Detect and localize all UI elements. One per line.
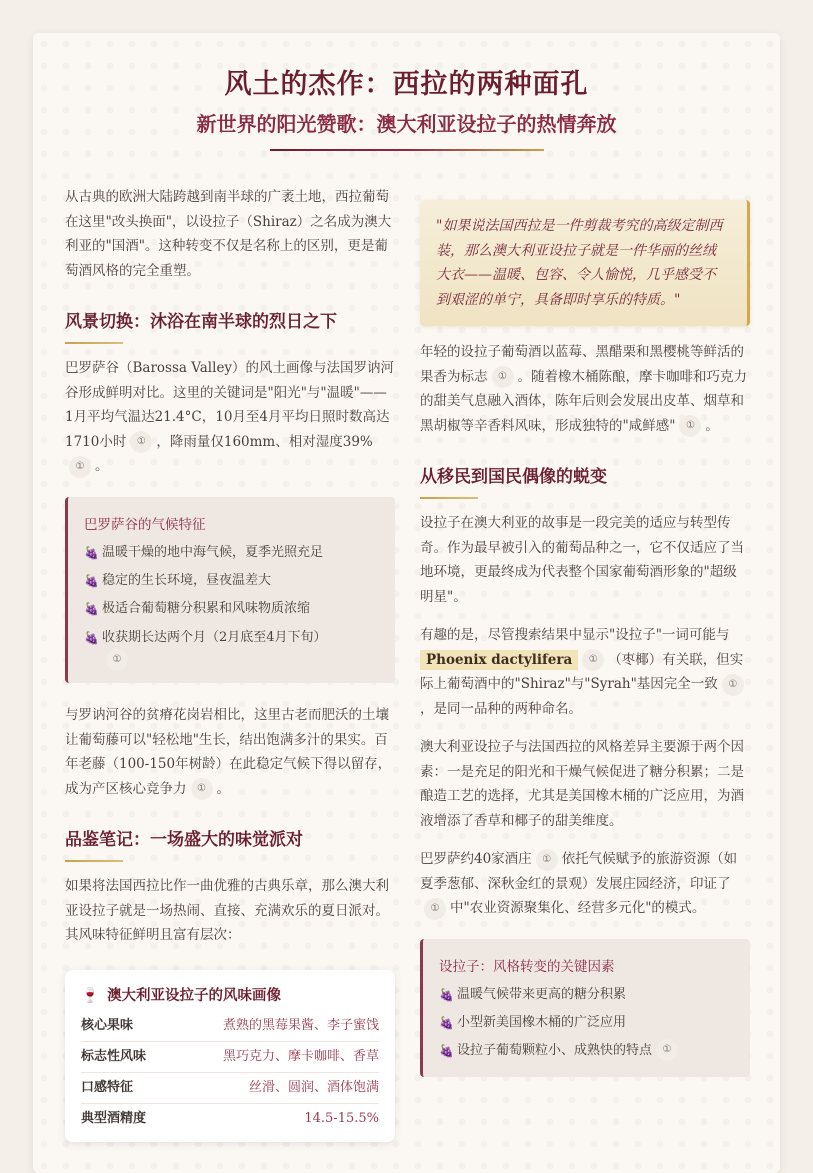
section-heading-migrant: 从移民到国民偶像的蜕变 xyxy=(420,462,750,499)
tasting-intro: 如果将法国西拉比作一曲优雅的古典乐章，那么澳大利亚设拉子就是一场热闹、直接、充满欢乐的夏日派对。其风味特征鲜明且富有层次： xyxy=(65,878,389,943)
page-title: 风土的杰作：西拉的两种面孔 xyxy=(224,69,589,100)
factors-callout xyxy=(420,939,750,1077)
list-item: 🍇 收获期长达两个月（2月底至4月下旬） ① xyxy=(84,623,381,672)
grape-icon: 🍇 xyxy=(84,630,99,645)
grape-icon: 🍇 xyxy=(439,1043,454,1058)
callout-title: 设拉子：风格转变的关键因素 xyxy=(439,958,615,975)
winery-paragraph: 巴罗萨约40家酒庄 ① 依托气候赋予的旅游资源（如夏季葱郁、深秋金红的景观）发展庄园经济，印证了① 中"农业资源聚集化、经营多元化"的模式。 xyxy=(420,847,750,921)
citation-icon[interactable]: ① xyxy=(582,649,604,671)
search-paragraph: 有趣的是，尽管搜索结果中显示"设拉子"一词可能与Phoenix dactylifera ① （枣椰）有关联，但实际上葡萄酒中的"Shiraz"与"Syrah"基因完全一致 ①，是同一品种的两种命名。 xyxy=(420,627,744,717)
citation-icon[interactable]: ① xyxy=(69,456,91,478)
flavor-profile-card xyxy=(65,970,395,1142)
grape-icon: 🍇 xyxy=(439,1015,454,1030)
citation-icon[interactable]: ① xyxy=(536,849,558,871)
list-item: 🍇 温暖干燥的地中海气候，夏季光照充足 xyxy=(84,539,381,567)
difference-paragraph: 澳大利亚设拉子与法国西拉的风格差异主要源于两个因素：一是充足的阳光和干燥气候促进了糖分积累；二是酿造工艺的选择，尤其是美国橡木桶的广泛应用，为酒液增添了香草和椰子的甜美维度。 xyxy=(420,739,744,829)
citation-icon[interactable]: ① xyxy=(424,898,446,920)
soil-paragraph: 与罗讷河谷的贫瘠花岗岩相比，这里古老而肥沃的土壤让葡萄藤可以"轻松地"生长，结出饱满多汁的果实。百年老藤（100-150年树龄）在此稳定气候下得以留存，成为产区核心竞争力 ① 。 xyxy=(65,703,395,801)
list-item: 🍇 设拉子葡萄颗粒小、成熟快的特点 ① xyxy=(439,1037,736,1065)
citation-icon[interactable]: ① xyxy=(191,778,213,800)
page-subtitle: 新世界的阳光赞歌：澳大利亚设拉子的热情奔放 xyxy=(196,112,617,136)
grape-icon: 🍇 xyxy=(84,573,99,588)
grape-icon: 🍇 xyxy=(84,545,99,560)
pull-quote: "如果说法国西拉是一件剪裁考究的高级定制西装，那么澳大利亚设拉子就是一件华丽的丝绒大衣——温暖、包容、令人愉悦，几乎感受不到艰涩的单宁，具备即时享乐的特质。" xyxy=(420,200,750,326)
citation-icon[interactable]: ① xyxy=(492,366,514,388)
barossa-paragraph: 巴罗萨谷（Barossa Valley）的风土画像与法国罗讷河谷形成鲜明对比。这里的关键词是"阳光"与"温暖"——1月平均气温达21.4°C，10月至4月平均日照时数高达1710小时 ① ，降雨量仅160mm、相对湿度39%① 。 xyxy=(65,356,395,479)
table-row: 标志性风味 黑巧克力、摩卡咖啡、香草 xyxy=(81,1042,379,1073)
young-wine-paragraph: 年轻的设拉子葡萄酒以蓝莓、黑醋栗和黑樱桃等鲜活的果香为标志 ① 。随着橡木桶陈酿，摩卡咖啡和巧克力的甜美气息融入酒体，陈年后则会发展出皮革、烟草和黑胡椒等辛香料风味，形成独特的"咸鲜感" ① 。 xyxy=(420,340,750,438)
title-divider xyxy=(270,149,544,151)
card-title: 🍷 澳大利亚设拉子的风味画像 xyxy=(81,986,282,1004)
table-row: 口感特征 丝滑、圆润、酒体饱满 xyxy=(81,1073,379,1104)
wine-glass-icon: 🍷 xyxy=(81,986,100,1004)
intro-paragraph: 从古典的欧洲大陆跨越到南半球的广袤土地，西拉葡萄在这里"改头换面"，以设拉子（Shiraz）之名成为澳大利亚的"国酒"。这种转变不仅是名称上的区别，更是葡萄酒风格的完全重塑。 xyxy=(65,189,392,279)
section-heading-tasting: 品鉴笔记：一场盛大的味觉派对 xyxy=(65,825,395,862)
list-item: 🍇 温暖气候带来更高的糖分积累 xyxy=(439,981,736,1009)
list-item: 🍇 稳定的生长环境，昼夜温差大 xyxy=(84,567,381,595)
table-row: 典型酒精度 14.5-15.5% xyxy=(81,1110,379,1126)
citation-icon[interactable]: ① xyxy=(679,415,701,437)
left-column xyxy=(65,185,395,1142)
highlight-term: Phoenix dactylifera xyxy=(420,650,578,670)
citation-icon[interactable]: ① xyxy=(722,674,744,696)
grape-icon: 🍇 xyxy=(84,601,99,616)
migrant-paragraph: 设拉子在澳大利亚的故事是一段完美的适应与转型传奇。作为最早被引入的葡萄品种之一，它不仅适应了当地环境，更最终成为代表整个国家葡萄酒形象的"超级明星"。 xyxy=(420,515,744,605)
citation-icon[interactable]: ① xyxy=(130,431,152,453)
table-row: 核心果味 煮熟的黑莓果酱、李子蜜饯 xyxy=(81,1011,379,1042)
right-column xyxy=(420,200,750,1077)
grape-icon: 🍇 xyxy=(439,987,454,1002)
list-item: 🍇 极适合葡萄糖分积累和风味物质浓缩 xyxy=(84,595,381,623)
list-item: 🍇 小型新美国橡木桶的广泛应用 xyxy=(439,1009,736,1037)
citation-icon[interactable]: ① xyxy=(656,1039,678,1061)
citation-icon[interactable]: ① xyxy=(106,649,128,671)
callout-title: 巴罗萨谷的气候特征 xyxy=(84,516,206,533)
section-heading-landscape: 风景切换：沐浴在南半球的烈日之下 xyxy=(65,307,395,344)
climate-callout xyxy=(65,497,395,684)
